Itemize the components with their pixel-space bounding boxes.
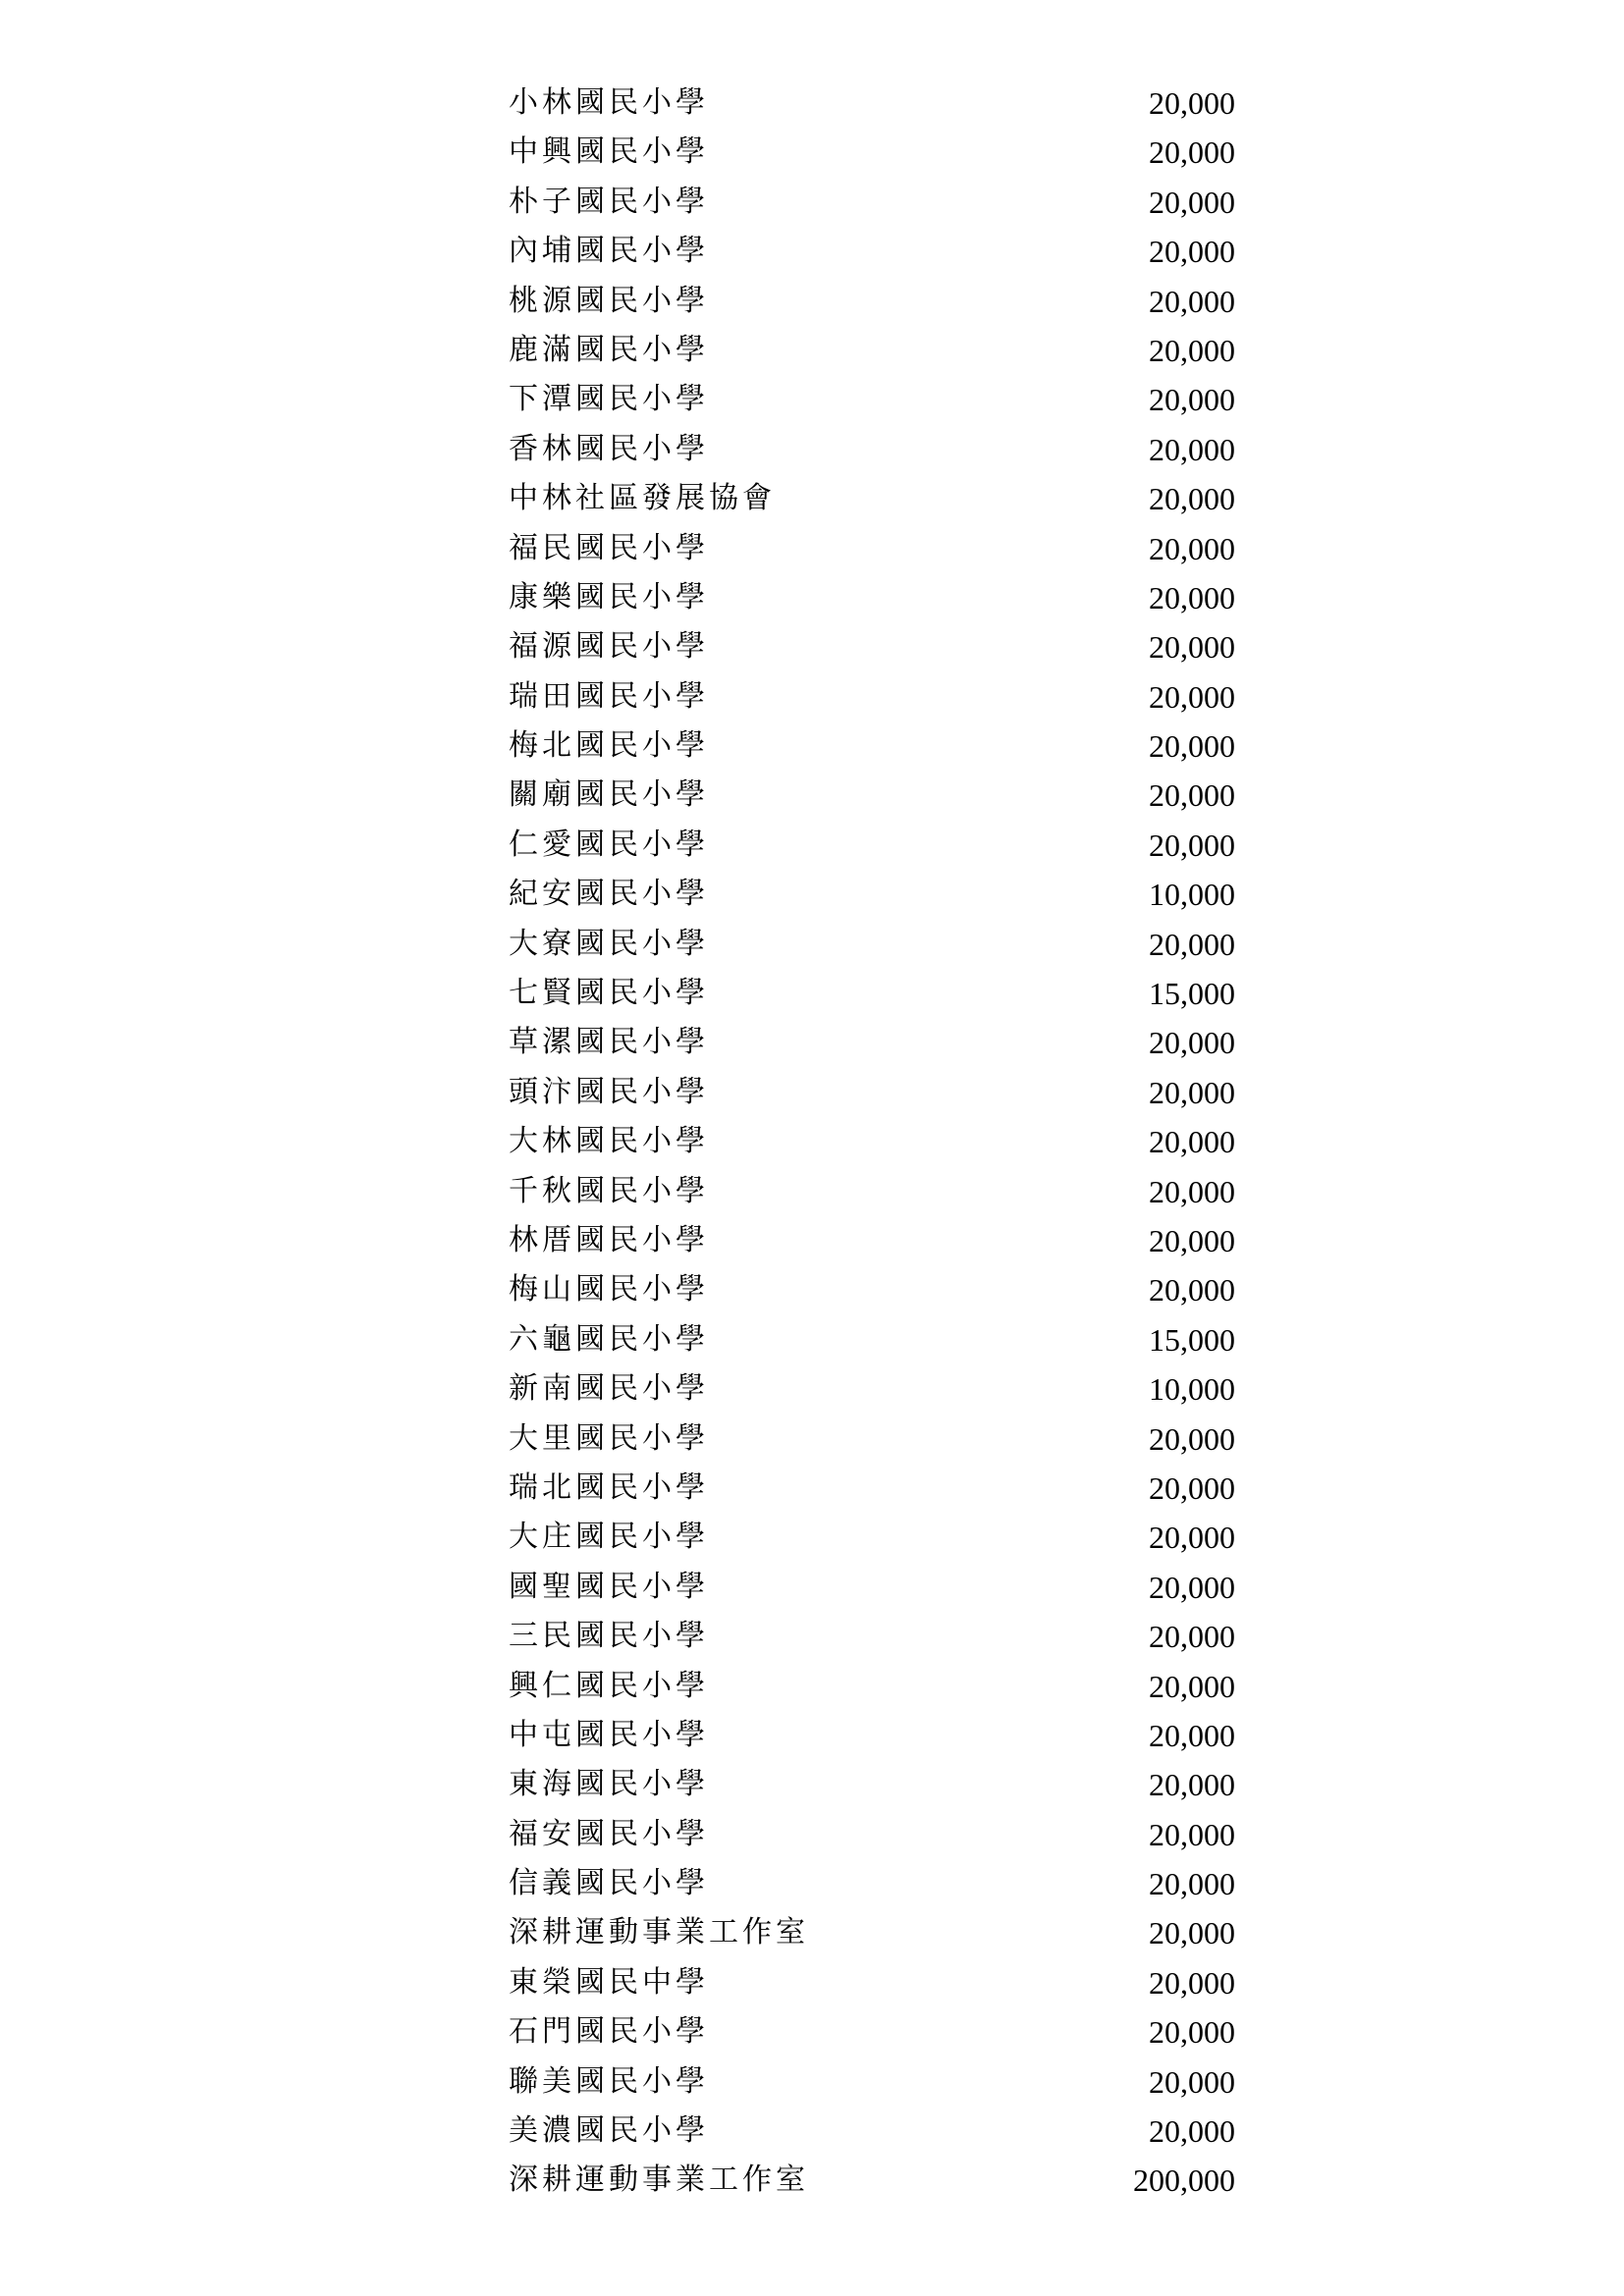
amount-value: 10,000 — [1149, 1371, 1235, 1408]
amount-value: 20,000 — [1149, 629, 1235, 666]
amount-value: 20,000 — [1149, 1816, 1235, 1852]
organization-name: 瑞田國民小學 — [509, 678, 709, 714]
list-item — [509, 573, 1235, 622]
list-item — [509, 1810, 1235, 1859]
list-item — [509, 2007, 1235, 2056]
list-item — [509, 1464, 1235, 1513]
organization-name: 康樂國民小學 — [509, 579, 709, 614]
donation-list — [509, 79, 1235, 2206]
amount-value: 15,000 — [1149, 976, 1235, 1012]
organization-name: 香林國民小學 — [509, 431, 709, 466]
list-item — [509, 1265, 1235, 1314]
list-item — [509, 1167, 1235, 1216]
list-item — [509, 1068, 1235, 1117]
amount-value: 20,000 — [1149, 1222, 1235, 1258]
amount-value: 20,000 — [1149, 1767, 1235, 1803]
amount-value: 20,000 — [1149, 1668, 1235, 1704]
amount-value: 20,000 — [1149, 926, 1235, 962]
amount-value: 20,000 — [1149, 530, 1235, 566]
list-item — [509, 178, 1235, 227]
organization-name: 國聖國民小學 — [509, 1569, 709, 1604]
organization-name: 大寮國民小學 — [509, 926, 709, 961]
list-item — [509, 1364, 1235, 1414]
amount-value: 10,000 — [1149, 877, 1235, 913]
organization-name: 朴子國民小學 — [509, 184, 709, 219]
list-item — [509, 1563, 1235, 1612]
amount-value: 20,000 — [1149, 481, 1235, 517]
amount-value: 20,000 — [1149, 1520, 1235, 1556]
amount-value: 20,000 — [1149, 134, 1235, 171]
organization-name: 三民國民小學 — [509, 1619, 709, 1654]
amount-value: 20,000 — [1149, 1964, 1235, 2001]
list-item — [509, 425, 1235, 474]
organization-name: 頭汴國民小學 — [509, 1074, 709, 1109]
list-item — [509, 2107, 1235, 2156]
organization-name: 中屯國民小學 — [509, 1717, 709, 1752]
organization-name: 仁愛國民小學 — [509, 827, 709, 862]
amount-value: 20,000 — [1149, 1915, 1235, 1951]
list-item — [509, 79, 1235, 128]
organization-name: 瑞北國民小學 — [509, 1469, 709, 1505]
list-item — [509, 870, 1235, 919]
amount-value: 20,000 — [1149, 234, 1235, 270]
organization-name: 紀安國民小學 — [509, 877, 709, 912]
amount-value: 20,000 — [1149, 85, 1235, 121]
list-item — [509, 474, 1235, 523]
list-item — [509, 1908, 1235, 1957]
organization-name: 千秋國民小學 — [509, 1173, 709, 1208]
organization-name: 小林國民小學 — [509, 85, 709, 120]
amount-value: 20,000 — [1149, 1173, 1235, 1209]
amount-value: 20,000 — [1149, 184, 1235, 220]
list-item — [509, 227, 1235, 276]
list-item — [509, 1612, 1235, 1661]
organization-name: 大林國民小學 — [509, 1124, 709, 1159]
organization-name: 深耕運動事業工作室 — [509, 2163, 809, 2198]
organization-name: 中興國民小學 — [509, 134, 709, 170]
list-item — [509, 1711, 1235, 1760]
list-item — [509, 1958, 1235, 2007]
list-item — [509, 1859, 1235, 1908]
organization-name: 福源國民小學 — [509, 629, 709, 665]
list-item — [509, 1415, 1235, 1464]
list-item — [509, 1662, 1235, 1711]
amount-value: 20,000 — [1149, 777, 1235, 814]
amount-value: 20,000 — [1149, 1619, 1235, 1655]
amount-value: 20,000 — [1149, 2063, 1235, 2100]
list-item — [509, 721, 1235, 771]
list-item — [509, 1760, 1235, 1809]
organization-name: 六龜國民小學 — [509, 1321, 709, 1357]
list-item — [509, 1513, 1235, 1562]
list-item — [509, 375, 1235, 424]
amount-value: 20,000 — [1149, 431, 1235, 467]
amount-value: 20,000 — [1149, 827, 1235, 863]
organization-name: 福安國民小學 — [509, 1816, 709, 1851]
amount-value: 20,000 — [1149, 1569, 1235, 1605]
amount-value: 20,000 — [1149, 1866, 1235, 1902]
list-item — [509, 1315, 1235, 1364]
amount-value: 15,000 — [1149, 1321, 1235, 1358]
organization-name: 聯美國民小學 — [509, 2063, 709, 2099]
amount-value: 20,000 — [1149, 1074, 1235, 1110]
organization-name: 美濃國民小學 — [509, 2113, 709, 2149]
list-item — [509, 821, 1235, 870]
amount-value: 20,000 — [1149, 1124, 1235, 1160]
list-item — [509, 920, 1235, 969]
amount-value: 20,000 — [1149, 1272, 1235, 1308]
organization-name: 林厝國民小學 — [509, 1222, 709, 1257]
amount-value: 20,000 — [1149, 579, 1235, 615]
organization-name: 關廟國民小學 — [509, 777, 709, 813]
organization-name: 石門國民小學 — [509, 2014, 709, 2050]
amount-value: 20,000 — [1149, 678, 1235, 715]
amount-value: 20,000 — [1149, 2014, 1235, 2051]
list-item — [509, 2156, 1235, 2205]
organization-name: 東榮國民中學 — [509, 1964, 709, 2000]
amount-value: 20,000 — [1149, 728, 1235, 765]
amount-value: 20,000 — [1149, 1717, 1235, 1753]
amount-value: 20,000 — [1149, 2113, 1235, 2150]
amount-value: 20,000 — [1149, 382, 1235, 418]
list-item — [509, 1117, 1235, 1166]
list-item — [509, 2057, 1235, 2107]
list-item — [509, 524, 1235, 573]
organization-name: 梅北國民小學 — [509, 728, 709, 764]
organization-name: 桃源國民小學 — [509, 283, 709, 318]
amount-value: 20,000 — [1149, 332, 1235, 368]
organization-name: 大庄國民小學 — [509, 1520, 709, 1555]
list-item — [509, 969, 1235, 1018]
list-item — [509, 622, 1235, 671]
organization-name: 下潭國民小學 — [509, 382, 709, 417]
organization-name: 七賢國民小學 — [509, 976, 709, 1011]
list-item — [509, 277, 1235, 326]
organization-name: 深耕運動事業工作室 — [509, 1915, 809, 1950]
organization-name: 新南國民小學 — [509, 1371, 709, 1407]
organization-name: 福民國民小學 — [509, 530, 709, 565]
organization-name: 東海國民小學 — [509, 1767, 709, 1802]
amount-value: 200,000 — [1133, 2163, 1235, 2199]
organization-name: 內埔國民小學 — [509, 234, 709, 269]
organization-name: 信義國民小學 — [509, 1866, 709, 1901]
list-item — [509, 128, 1235, 177]
list-item — [509, 672, 1235, 721]
list-item — [509, 326, 1235, 375]
list-item — [509, 1216, 1235, 1265]
amount-value: 20,000 — [1149, 1469, 1235, 1506]
organization-name: 鹿滿國民小學 — [509, 332, 709, 367]
organization-name: 中林社區發展協會 — [509, 481, 776, 516]
organization-name: 興仁國民小學 — [509, 1668, 709, 1703]
list-item — [509, 1018, 1235, 1067]
amount-value: 20,000 — [1149, 283, 1235, 319]
amount-value: 20,000 — [1149, 1420, 1235, 1457]
list-item — [509, 771, 1235, 820]
organization-name: 梅山國民小學 — [509, 1272, 709, 1308]
organization-name: 大里國民小學 — [509, 1420, 709, 1456]
amount-value: 20,000 — [1149, 1025, 1235, 1061]
organization-name: 草漯國民小學 — [509, 1025, 709, 1060]
